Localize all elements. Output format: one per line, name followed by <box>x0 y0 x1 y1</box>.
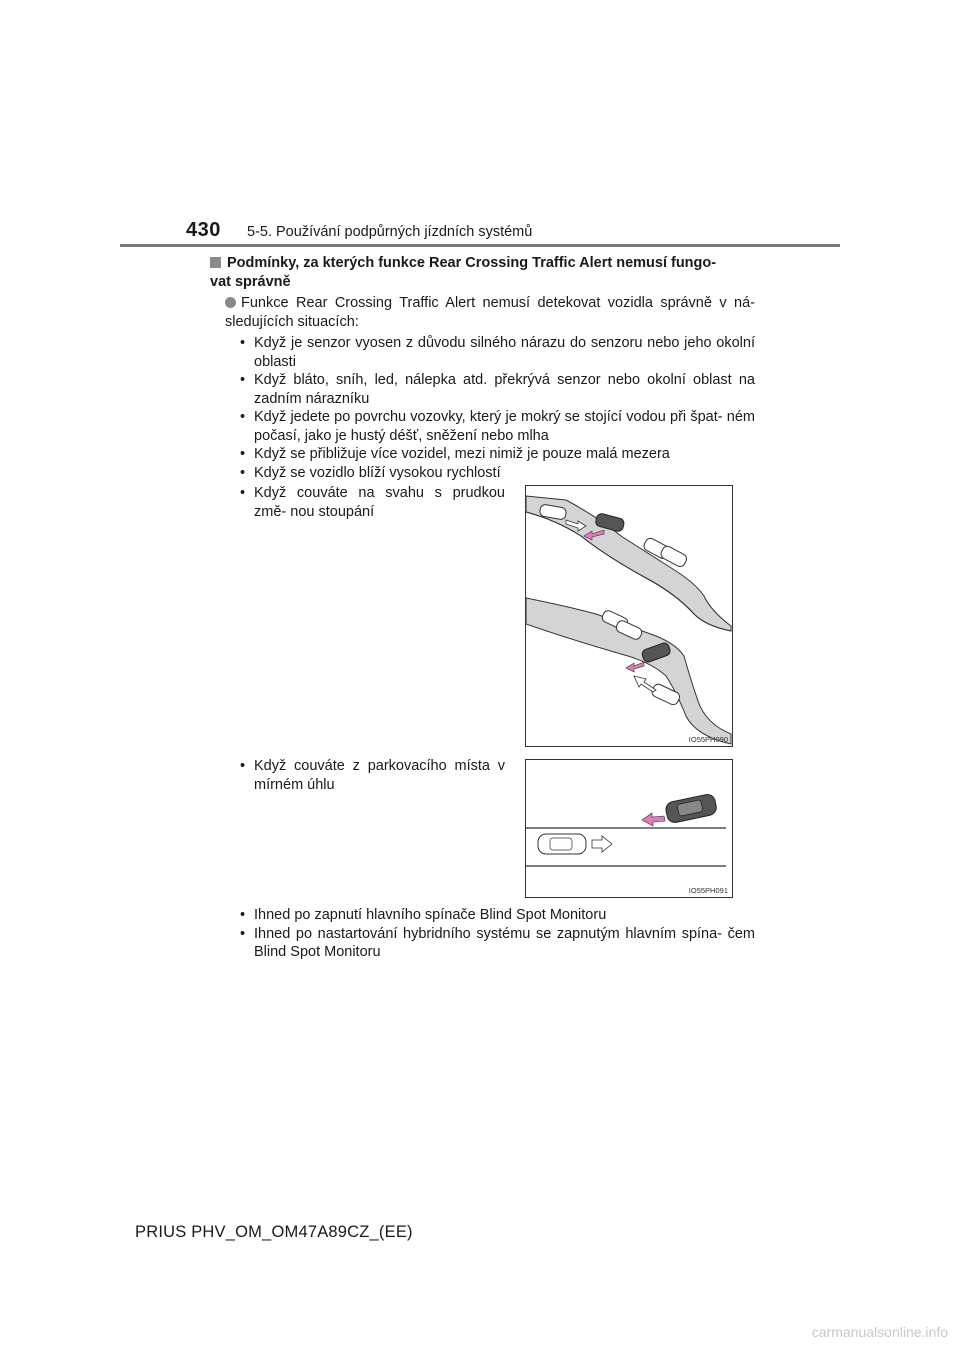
figure-code: IO55PH091 <box>688 886 728 895</box>
parking-item <box>237 757 505 794</box>
list-item: • Když jedete po povrchu vozovky, který je mokrý se stojící vodou při špat- ném počasí, jako je hustý déšť, sněžení nebo mlha <box>237 408 755 445</box>
heading-line1: Podmínky, za kterých funkce Rear Crossing Traffic Alert nemusí fungo- <box>227 255 717 271</box>
slope-figure-svg <box>526 486 732 746</box>
warning-arrow-icon <box>626 662 644 672</box>
after-start-list <box>237 906 755 962</box>
watermark: carmanualsonline.info <box>811 1324 948 1340</box>
parking-illustration <box>525 759 733 898</box>
slope-item <box>237 484 505 521</box>
list-item: • Když bláto, sníh, led, nálepka atd. překrývá senzor nebo okolní oblast na zadním nárazníku <box>237 371 755 408</box>
heading-line2: vat správně <box>210 273 291 290</box>
subsection-heading <box>210 254 754 291</box>
page-number: 430 <box>186 219 221 241</box>
section-title: 5-5. Používání podpůrných jízdních systémů <box>247 224 533 240</box>
slope-illustration <box>525 485 733 747</box>
car-icon <box>664 793 717 824</box>
travel-arrow-icon <box>634 676 656 692</box>
parking-figure-svg <box>526 760 732 897</box>
car-icon <box>538 834 586 854</box>
intro-text: Funkce Rear Crossing Traffic Alert nemusí detekovat vozidla správně v ná- sledujících situacích: <box>225 295 755 330</box>
intro-paragraph <box>225 294 755 331</box>
header-rule <box>120 244 840 247</box>
list-item: • Když se vozidlo blíží vysokou rychlostí <box>237 464 755 483</box>
document-code: PRIUS PHV_OM_OM47A89CZ_(EE) <box>135 1223 413 1241</box>
list-item: • Ihned po nastartování hybridního systému se zapnutým hlavním spína- čem Blind Spot Monitoru <box>237 925 755 962</box>
list-item: • Když couváte z parkovacího místa v mírném úhlu <box>237 757 505 794</box>
list-item: • Když couváte na svahu s prudkou změ- nou stoupání <box>237 484 505 521</box>
travel-arrow-icon <box>592 836 612 852</box>
list-item: • Ihned po zapnutí hlavního spínače Blind Spot Monitoru <box>237 906 755 925</box>
square-bullet-icon <box>210 257 221 268</box>
round-bullet-icon <box>225 297 236 308</box>
list-item: • Když se přibližuje více vozidel, mezi nimiž je pouze malá mezera <box>237 445 755 464</box>
warning-arrow-icon <box>642 813 665 826</box>
figure-code: IO55PH090 <box>688 735 728 744</box>
conditions-list <box>237 334 755 482</box>
list-item: • Když je senzor vyosen z důvodu silného nárazu do senzoru nebo jeho okolní oblasti <box>237 334 755 371</box>
